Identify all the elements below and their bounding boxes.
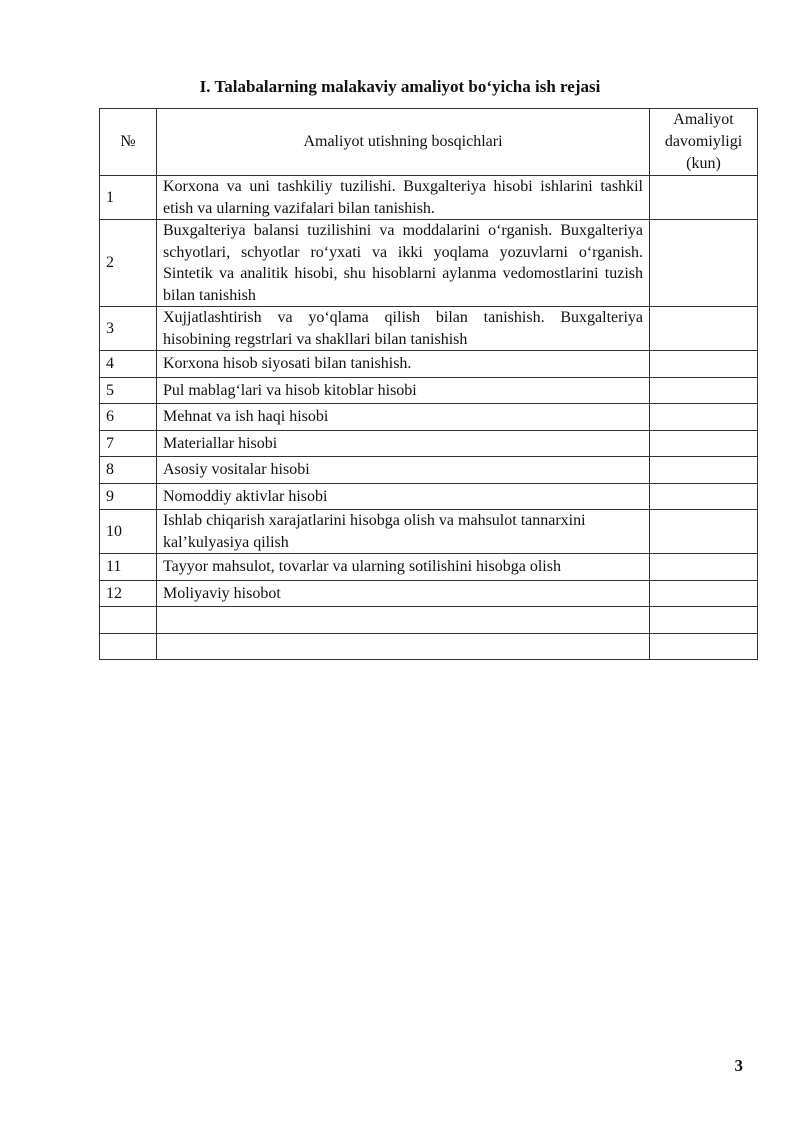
row-number: 8 [100,457,157,484]
header-stages: Amaliyot utishning bosqichlari [157,109,650,176]
header-number: № [100,109,157,176]
row-duration [650,483,758,510]
row-duration [650,607,758,634]
row-duration [650,351,758,378]
table-row [100,457,758,484]
row-stage: Moliyaviy hisobot [157,580,650,607]
row-duration [650,510,758,554]
work-plan-table [99,108,758,660]
table-row [100,510,758,554]
row-stage: Korxona hisob siyosati bilan tanishish. [157,351,650,378]
table-row [100,633,758,660]
row-stage: Nomoddiy aktivlar hisobi [157,483,650,510]
row-number: 6 [100,404,157,431]
row-number: 2 [100,220,157,307]
row-stage: Tayyor mahsulot, tovarlar va ularning sotilishini hisobga olish [157,554,650,581]
page-number: 3 [734,1056,743,1075]
table-row [100,176,758,220]
table-row [100,377,758,404]
header-duration: Amaliyot davomiyligi (kun) [650,109,758,176]
row-duration [650,377,758,404]
row-stage [157,633,650,660]
row-duration [650,457,758,484]
table-row [100,404,758,431]
table-row [100,307,758,351]
row-number: 12 [100,580,157,607]
row-duration [650,307,758,351]
row-stage: Xujjatlashtirish va yo‘qlama qilish bilan tanishish. Buxgalteriya hisobining regstrlari va shakllari bilan tanishish [157,307,650,351]
row-number: 11 [100,554,157,581]
row-stage: Asosiy vositalar hisobi [157,457,650,484]
row-stage: Ishlab chiqarish xarajatlarini hisobga olish va mahsulot tannarxini kal’kulyasiya qilish [157,510,650,554]
row-stage: Mehnat va ish haqi hisobi [157,404,650,431]
row-stage [157,607,650,634]
table-row [100,483,758,510]
row-stage: Buxgalteriya balansi tuzilishini va moddalarini o‘rganish. Buxgalteriya schyotlari, schyotlar ro‘yxati va ikki yoqlama yozuvlarni o‘rganish. Sintetik va analitik hisobi, shu hisoblarni aylanma vedomostlarini tuzish bilan tanishish [157,220,650,307]
row-duration [650,176,758,220]
table-row [100,351,758,378]
row-number: 3 [100,307,157,351]
row-number: 1 [100,176,157,220]
row-number [100,633,157,660]
table-row [100,430,758,457]
table-row [100,220,758,307]
page-title: I. Talabalarning malakaviy amaliyot bo‘yicha ish rejasi [199,77,601,96]
table-row [100,607,758,634]
row-number: 5 [100,377,157,404]
row-duration [650,220,758,307]
row-stage: Pul mablag‘lari va hisob kitoblar hisobi [157,377,650,404]
table-header-row [100,109,758,176]
row-duration [650,580,758,607]
row-stage: Korxona va uni tashkiliy tuzilishi. Buxgalteriya hisobi ishlarini tashkil etish va ularning vazifalari bilan tanishish. [157,176,650,220]
row-number [100,607,157,634]
row-duration [650,404,758,431]
row-duration [650,633,758,660]
table-row [100,580,758,607]
table-row [100,554,758,581]
row-duration [650,430,758,457]
row-duration [650,554,758,581]
row-number: 7 [100,430,157,457]
row-number: 10 [100,510,157,554]
row-stage: Materiallar hisobi [157,430,650,457]
row-number: 4 [100,351,157,378]
row-number: 9 [100,483,157,510]
